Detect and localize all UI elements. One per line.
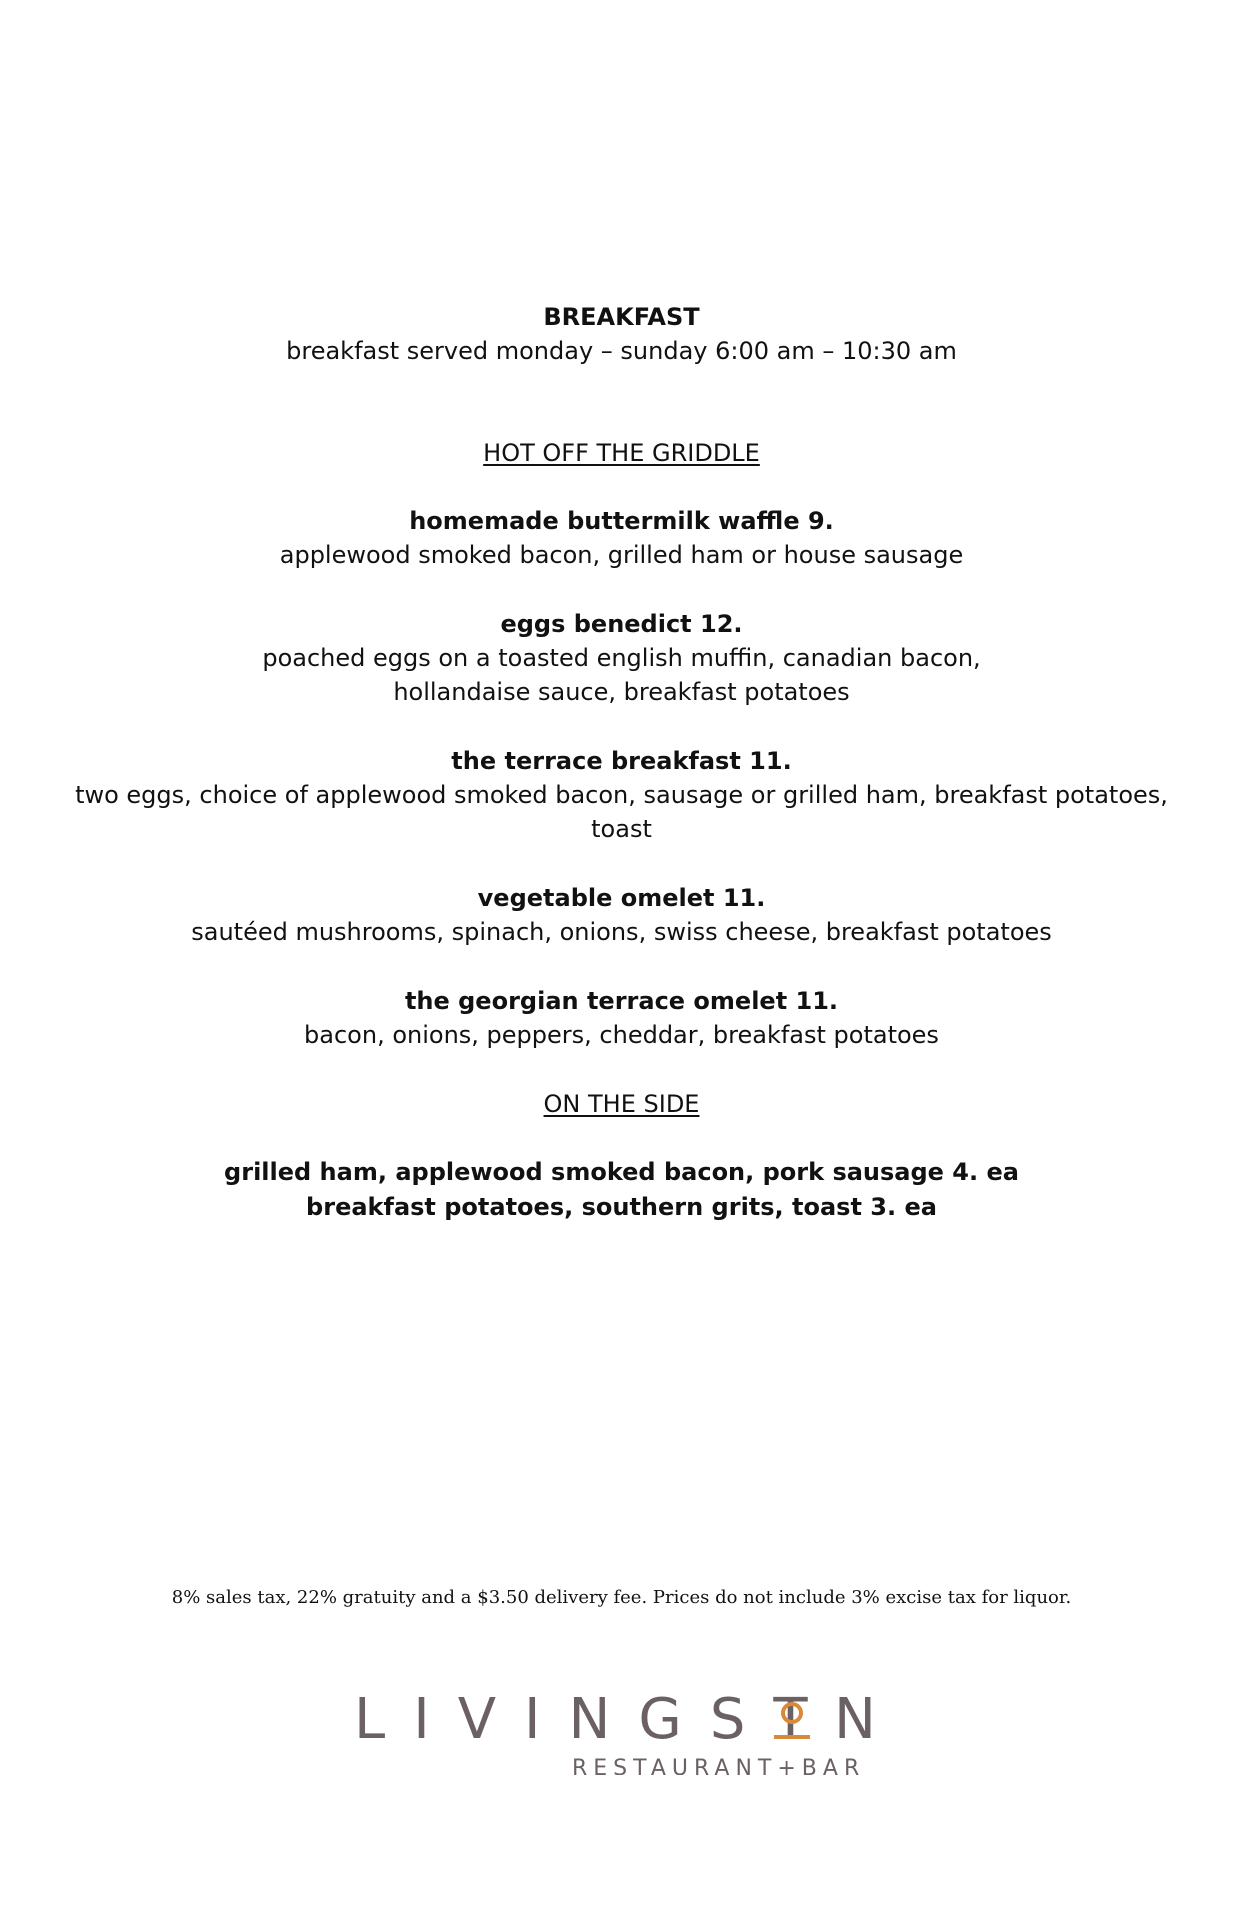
menu-item <box>60 504 1183 572</box>
tax-gratuity-note: 8% sales tax, 22% gratuity and a $3.50 delivery fee. Prices do not include 3% excise tax for liquor. <box>171 1587 1072 1608</box>
section-heading-sides: ON THE SIDE <box>543 1090 700 1118</box>
menu-title: BREAKFAST <box>543 303 700 331</box>
menu-item-name: homemade buttermilk waffle 9. <box>409 507 834 535</box>
logo-tagline: RESTAURANT+BAR <box>572 1756 866 1775</box>
menu-hours: breakfast served monday – sunday 6:00 am – 10:30 am <box>286 337 957 365</box>
logo-name-suffix: N <box>834 1687 876 1752</box>
side-item-line: breakfast potatoes, southern grits, toast 3. ea <box>306 1193 937 1221</box>
menu-item <box>60 607 1183 709</box>
menu-item-name: the georgian terrace omelet 11. <box>404 987 839 1015</box>
logo-name-prefix: LIVINGST <box>354 1687 836 1752</box>
menu-item-name: eggs benedict 12. <box>500 610 743 638</box>
side-item-line: grilled ham, applewood smoked bacon, pork sausage 4. ea <box>224 1158 1019 1186</box>
menu-item-description: sautéed mushrooms, spinach, onions, swiss cheese, breakfast potatoes <box>191 918 1052 946</box>
menu-item-description: applewood smoked bacon, grilled ham or house sausage <box>279 541 964 569</box>
menu-item <box>60 984 1183 1052</box>
menu-item <box>60 881 1183 949</box>
menu-item-description: bacon, onions, peppers, cheddar, breakfast potatoes <box>304 1021 939 1049</box>
livingston-logo <box>0 1665 1243 1775</box>
section-heading-griddle: HOT OFF THE GRIDDLE <box>483 439 760 467</box>
menu-item-description: poached eggs on a toasted english muffin, canadian bacon, hollandaise sauce, breakfast potatoes <box>262 644 981 706</box>
menu-item <box>60 744 1183 846</box>
menu-item-name: the terrace breakfast 11. <box>451 747 792 775</box>
menu-item-description: two eggs, choice of applewood smoked bacon, sausage or grilled ham, breakfast potatoes, toast <box>75 781 1168 843</box>
menu-item-name: vegetable omelet 11. <box>477 884 766 912</box>
